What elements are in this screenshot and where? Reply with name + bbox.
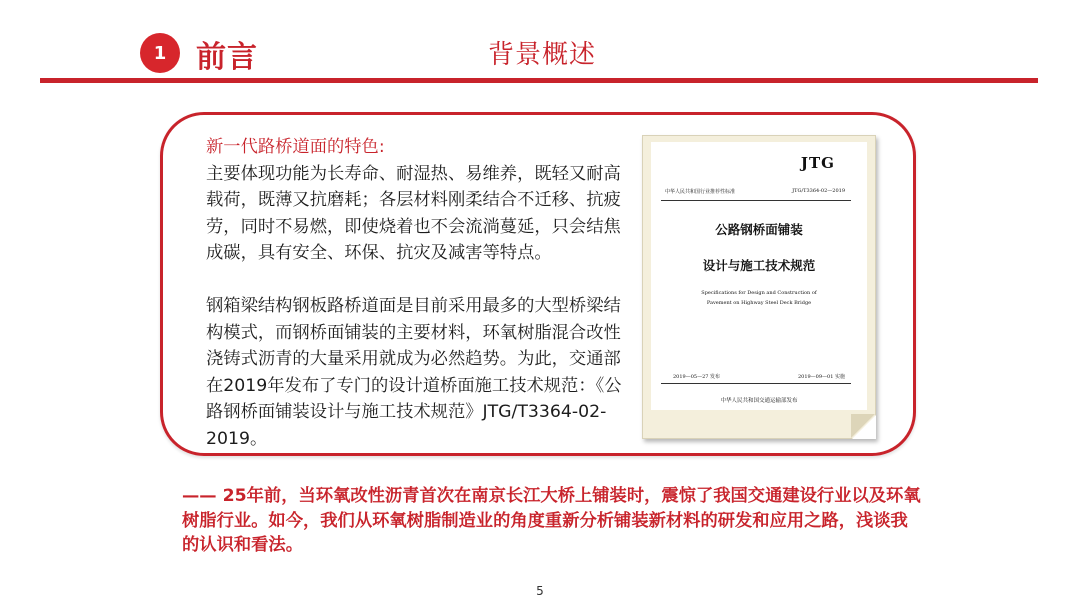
document-rule-bottom <box>661 383 851 384</box>
document-code: JTG/T3364-02—2019 <box>792 188 845 194</box>
page-number: 5 <box>536 584 544 598</box>
document-dates <box>673 373 845 380</box>
document-english-title <box>651 288 867 308</box>
document-cover <box>651 142 867 410</box>
section-number-badge: 1 <box>140 33 180 73</box>
english-title-line2: Pavement on Highway Steel Deck Bridge <box>706 300 812 306</box>
standard-paragraph: 钢箱梁结构钢板路桥道面是目前采用最多的大型桥梁结构模式，而钢桥面铺装的主要材料，环氧树脂混合改性浇铸式沥青的大量采用就成为必然趋势。为此，交通部在2019年发布了专门的设计道桥面施工技术规范：《公路钢桥面铺装设计与施工技术规范》JTG/T3364-02-2019。 <box>206 295 622 449</box>
features-paragraph: 主要体现功能为长寿命、耐湿热、易维养，既轻又耐高载荷，既薄又抗磨耗；各层材料刚柔结合不迁移、抗疲劳，同时不易燃，即使烧着也不会流淌蔓延，只会结焦成碳，具有安全、环保、抗灾及减害等特点。 <box>206 163 621 264</box>
quote-text: —— 25年前，当环氧改性沥青首次在南京长江大桥上铺装时，震惊了我国交通建设行业以及环氧树脂行业。如今，我们从环氧树脂制造业的角度重新分析铺装新材料的研发和应用之路，浅谈我的认识和看法。 <box>182 486 921 555</box>
features-heading: 新一代路桥道面的特色: <box>206 137 385 157</box>
effective-date: 2019—09—01 实施 <box>797 374 845 380</box>
document-header-row <box>665 188 845 195</box>
section-title: 前言 <box>196 40 258 75</box>
document-publisher: 中华人民共和国交通运输部发布 <box>720 398 798 404</box>
page-curl-shadow <box>851 414 875 438</box>
english-title-line1: Specifications for Design and Construction of <box>701 290 817 296</box>
issue-date: 2019—05—27 发布 <box>673 374 721 380</box>
document-title-line1: 公路钢桥面铺装 <box>715 222 803 237</box>
document-title-line2: 设计与施工技术规范 <box>702 258 816 273</box>
jtg-brand: JTG <box>800 154 835 172</box>
slide-subtitle: 背景概述 <box>488 40 597 70</box>
document-rule-top <box>661 200 851 201</box>
standard-document-image <box>642 135 876 439</box>
header-divider <box>40 78 1038 83</box>
document-category: 中华人民共和国行业推荐性标准 <box>665 189 736 195</box>
body-text <box>206 134 638 453</box>
paragraph-spacer <box>206 267 638 293</box>
closing-quote <box>182 484 922 558</box>
